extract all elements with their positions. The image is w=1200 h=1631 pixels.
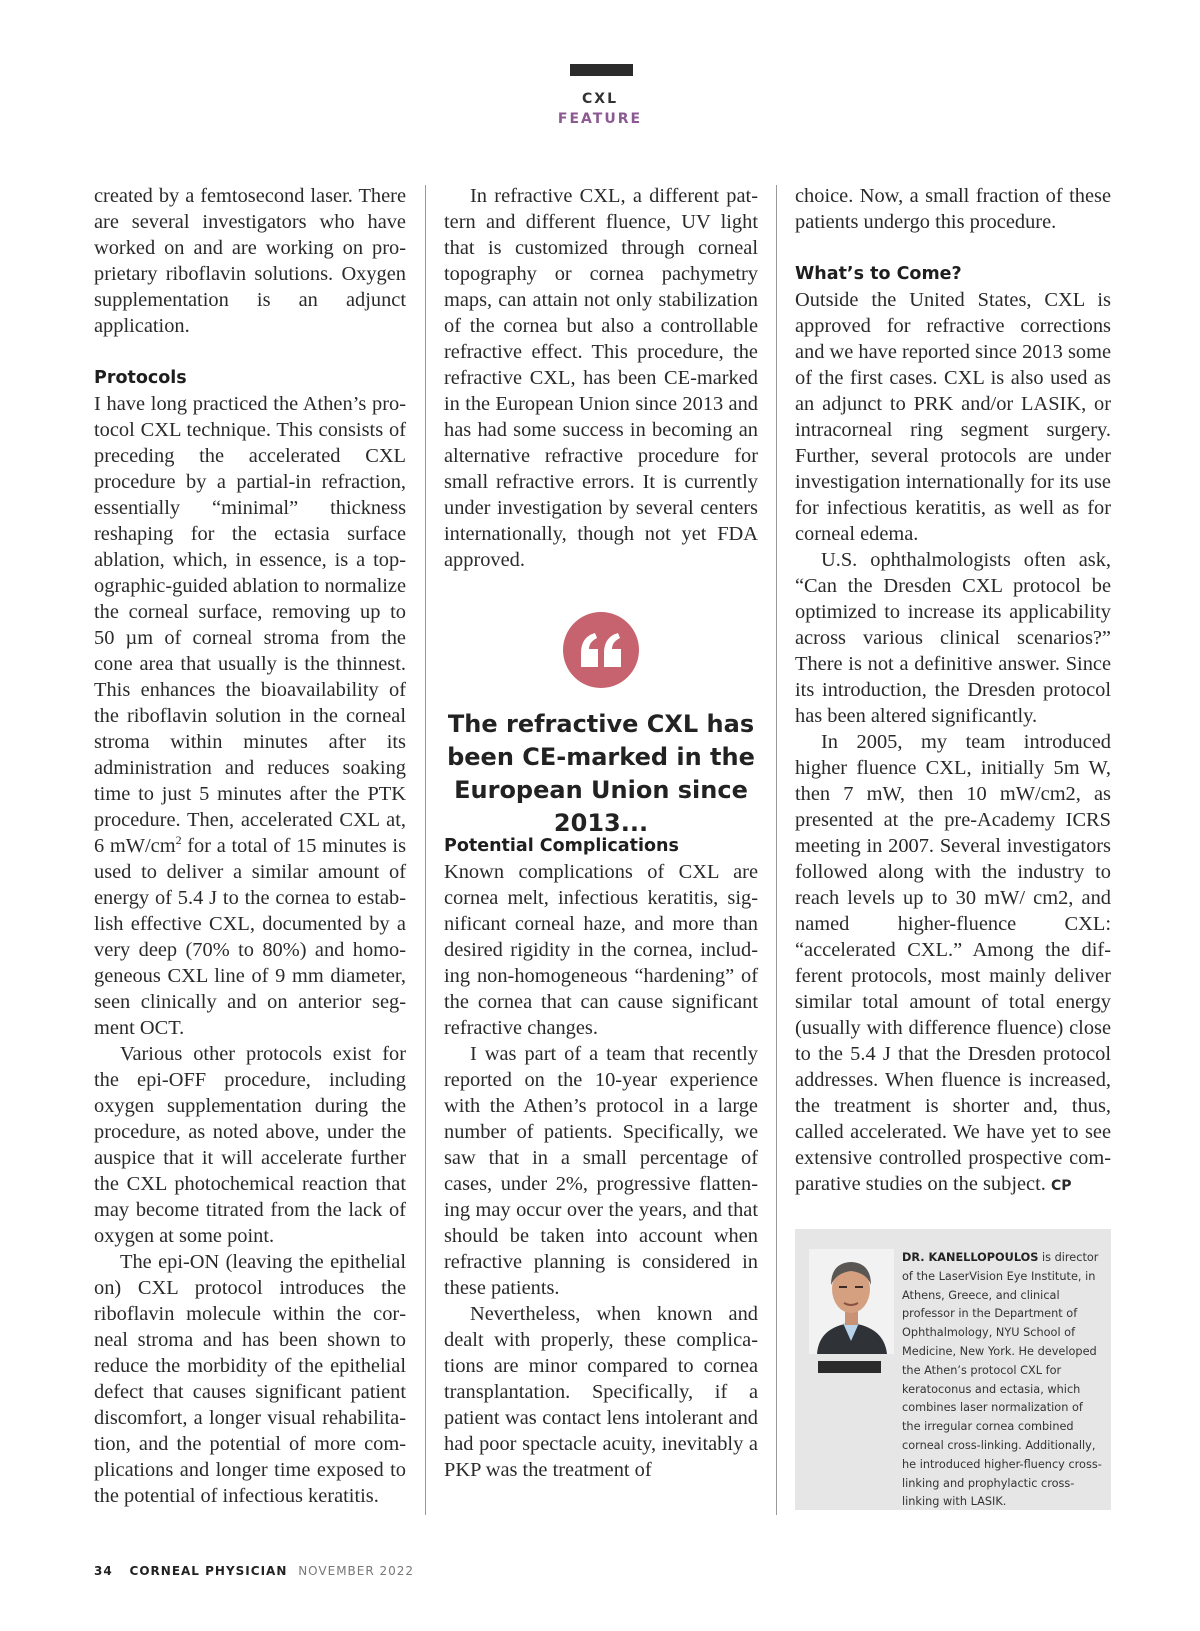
issue-date: NOVEMBER 2022 [298,1564,415,1578]
paragraph: created by a femtosecond laser. There are several investigators who have worked on and are working on proprietary riboflavin solutions. Oxygen supplementation is an adjunct application. [94,185,406,337]
paragraph: U.S. ophthalmologists often ask, “Can the Dresden CXL protocol be optimized to increase its applicability across various clinical scenarios?” There is not a definitive answer. Since its introduction, the Dresden protocol has been altered significantly. [795,549,1111,727]
page-footer [94,1564,414,1578]
page-number: 34 [94,1564,113,1578]
article-column-1 [94,183,406,1509]
paragraph: choice. Now, a small fraction of these patients undergo this procedure. [795,185,1111,233]
author-bio-box [795,1229,1111,1510]
section-label: FEATURE [557,111,643,127]
paragraph: Outside the United States, CXL is approved for refractive corrections and we have reported since 2013 some of the first cases. CXL is also used as an adjunct to PRK and/or LASIK, or intracorneal ring segment surgery. Further, several protocols are under investigation internationally for its use for infectious keratitis, as well as for corneal edema. [795,289,1111,545]
paragraph: In refractive CXL, a different pattern and different fluence, UV light that is customized through corneal topography or cornea pachymetry maps, can attain not only stabilization of the cornea but also a controllable refractive effect. This procedure, the refractive CXL, has been CE-marked in the European Union since 2013 and has had some success in becoming an alternative refractive procedure for small refractive errors. It is currently under investigation by several centers internationally, though not yet FDA approved. [444,185,758,571]
bio-accent-bar [818,1361,881,1373]
section-category: CXL [582,91,618,107]
publication-name: CORNEAL PHYSICIAN [129,1564,288,1578]
author-name: DR. KANELLOPOULOS [902,1251,1039,1264]
paragraph: In 2005, my team introduced higher fluence CXL, initially 5m W, then 7 mW, then 10 mW/cm2, as presented at the pre-Academy ICRS meeting in 2007. Several investigators followed along with the industry to reach levels up to 30 mW/ cm2, and named higher-fluence CXL: “accelerated CXL.” Among the different protocols, most mainly deliver similar total amount of total energy (usually with difference fluence) close to the 5.4 J that the Dresden protocol addresses. When fluence is increased, the treatment is shorter and, thus, called accelerated. We have yet to see extensive controlled prospective comparative studies on the subject. CP [795,731,1111,1195]
paragraph: Various other protocols exist for the epi-OFF procedure, including oxygen supplementation during the procedure, as noted above, under the auspice that it will accelerate further the CXL photochemical reaction that may become titrated from the lack of oxygen at some point. [94,1043,406,1247]
pull-quote [444,612,758,840]
article-column-2 [444,183,758,573]
header-bar [570,64,633,76]
bio-text: DR. KANELLOPOULOS is director of the LaserVision Eye Institute, in Athens, Greece, and clinical professor in the Department of Ophthalmology, NYU School of Medicine, New York. He developed the Athen’s protocol CXL for keratoconus and ectasia, which combines laser normalization of the irregular cornea combined corneal cross-linking. Additionally, he introduced higher-fluency cross-linking and prophylactic cross-linking with LASIK. [902,1251,1102,1509]
heading-protocols: Protocols [94,368,187,388]
paragraph: Nevertheless, when known and dealt with properly, these complications are minor compared to cornea transplantation. Specifically, if a patient was contact lens intolerant and had poor spectacle acuity, inevitably a PKP was the treatment of [444,1303,758,1481]
paragraph: I was part of a team that recently reported on the 10-year experience with the Athen’s protocol in a large number of patients. Specifically, we saw that in a small percentage of cases, under 2%, progressive flattening may occur over the years, and that should be taken into account when refractive planning is considered in these patients. [444,1043,758,1299]
paragraph: Known complications of CXL are cornea melt, infectious keratitis, significant corneal haze, and more than desired rigidity in the cornea, including non-homogeneous “hardening” of the cornea that can cause significant refractive changes. [444,861,758,1039]
column-divider [425,185,426,1515]
author-photo [809,1249,894,1354]
pull-quote-text: The refractive CXL has been CE-marked in the European Union since 2013... [447,710,755,837]
paragraph: The epi-ON (leaving the epithelial on) CXL protocol introduces the riboflavin molecule within the corneal stroma and has been shown to reduce the morbidity of the epithelial defect that causes significant patient discomfort, a longer visual rehabilitation, and the potential of more complications and longer time exposed to the potential of infectious keratitis. [94,1251,406,1507]
paragraph: I have long practiced the Athen’s protocol CXL technique. This consists of preceding the accelerated CXL procedure by a partial-in refraction, essentially “minimal” thickness reshaping for the ectasia surface ablation, which, in essence, is a topographic-guided ablation to normalize the corneal surface, removing up to 50 µm of corneal stroma from the cone area that usually is the thinnest. This enhances the bioavailability of the riboflavin solution in the corneal stroma within minutes after its administration and reduces soaking time to just 5 minutes after the PTK procedure. Then, accelerated CXL at, 6 $mW/cm^2$ for a total of 15 minutes is used to deliver a similar amount of energy of 5.4 J to the cornea to establish effective CXL, documented by a very deep (70% to 80%) and homogeneous CXL line of 9 mm diameter, seen clinically and on anterior segment OCT. [94,393,407,1039]
quote-mark-icon [563,612,639,688]
heading-complications: Potential Complications [444,836,679,856]
article-column-3 [795,183,1111,1199]
column-divider [776,185,777,1515]
article-column-2-lower [444,833,758,1483]
heading-whats-to-come: What’s to Come? [795,264,962,284]
end-mark: CP [1050,1178,1072,1194]
